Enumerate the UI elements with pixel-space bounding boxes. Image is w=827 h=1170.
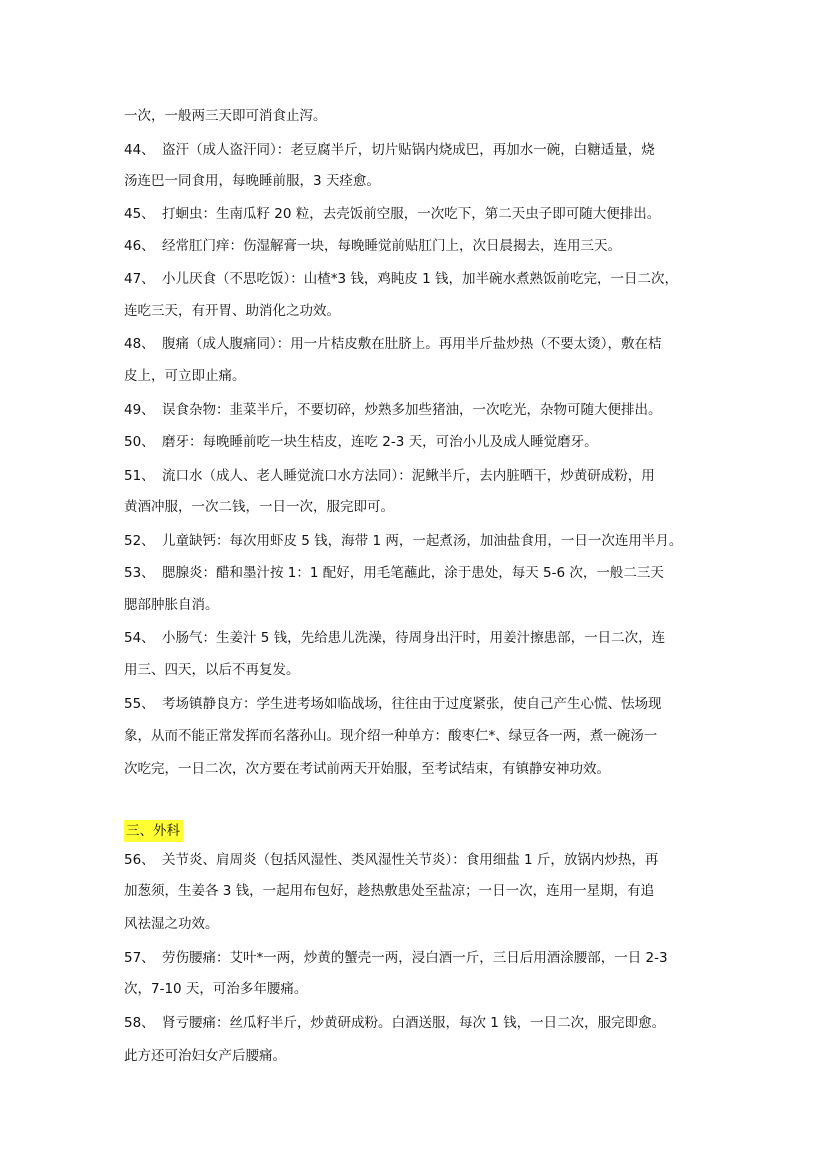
entry-text: 次吃完，一日二次，次方要在考试前两天开始服，至考试结束，有镇静安神功效。: [124, 761, 610, 777]
entry-text: 关节炎、肩周炎（包括风湿性、类风湿性关节炎）：食用细盐 1 斤，放锅内炒热，再: [162, 852, 659, 868]
remedy-continuation-line: [124, 366, 246, 386]
remedy-entry-line: [124, 269, 678, 289]
entry-number: 50、: [124, 434, 155, 450]
remedy-entry-line: [124, 140, 655, 160]
entry-text: 考场镇静良方：学生进考场如临战场，往往由于过度紧张，使自己产生心慌、怯场现: [162, 696, 662, 712]
entry-text: 小儿厌食（不思吃饭）：山楂*3 钱，鸡盹皮 1 钱，加半碗水煮熟饭前吃完，一日二次，: [162, 271, 679, 287]
entry-text: 肾亏腰痛：丝瓜籽半斤，炒黄研成粉。白酒送服，每次 1 钱，一日二次，服完即愈。: [162, 1015, 666, 1031]
remedy-entry-line: [124, 628, 665, 648]
entry-number: 54、: [124, 630, 155, 646]
entry-text: 磨牙：每晚睡前吃一块生桔皮，连吃 2-3 天，可治小儿及成人睡觉磨牙。: [162, 434, 598, 450]
entry-number: 48、: [124, 336, 155, 352]
remedy-entry-line: [124, 1013, 665, 1033]
remedy-continuation-line: [124, 881, 654, 901]
entry-number: 51、: [124, 468, 155, 484]
remedy-continuation-line: [124, 595, 219, 615]
entry-text: 皮上，可立即止痛。: [124, 368, 246, 384]
entry-text: 汤连巴一同食用，每晚睡前服，3 天痊愈。: [124, 173, 380, 189]
remedy-entry-line: [124, 204, 660, 224]
entry-text: 打蛔虫：生南瓜籽 20 粒，去壳饭前空服，一次吃下，第二天虫子即可随大便排出。: [162, 206, 661, 222]
remedy-entry-line: [124, 531, 682, 551]
entry-number: 58、: [124, 1015, 155, 1031]
entry-number: 52、: [124, 533, 155, 549]
entry-text: 误食杂物：韭菜半斤，不要切碎，炒熟多加些猪油，一次吃光，杂物可随大便排出。: [162, 402, 662, 418]
remedy-continuation-line: [124, 171, 380, 191]
entry-number: 57、: [124, 950, 155, 966]
entry-number: 46、: [124, 238, 155, 254]
remedy-entry-line: [124, 400, 662, 420]
entry-text: 流口水（成人、老人睡觉流口水方法同）：泥鳅半斤，去内脏晒干，炒黄研成粉，用: [162, 468, 655, 484]
entry-number: 49、: [124, 402, 155, 418]
remedy-continuation-line: [124, 106, 327, 126]
remedy-continuation-line: [124, 759, 610, 779]
entry-text: 黄酒冲服，一次二钱，一日一次，服完即可。: [124, 499, 394, 515]
remedy-continuation-line: [124, 979, 307, 999]
entry-text: 风祛湿之功效。: [124, 916, 219, 932]
remedy-entry-line: [124, 236, 621, 256]
entry-text: 此方还可治妇女产后腰痛。: [124, 1048, 286, 1064]
remedy-continuation-line: [124, 726, 657, 746]
entry-text: 次，7-10 天，可治多年腰痛。: [124, 981, 308, 997]
entry-number: 56、: [124, 852, 155, 868]
remedy-continuation-line: [124, 301, 340, 321]
entry-text: 加葱须，生姜各 3 钱，一起用布包好，趁热敷患处至盐凉；一日一次，连用一星期，有追: [124, 883, 655, 899]
entry-text: 腹痛（成人腹痛同）：用一片桔皮敷在肚脐上。再用半斤盐炒热（不要太烫），敷在桔: [162, 336, 662, 352]
remedy-entry-line: [124, 948, 668, 968]
remedy-continuation-line: [124, 660, 300, 680]
entry-number: 55、: [124, 696, 155, 712]
remedy-continuation-line: [124, 497, 394, 517]
remedy-entry-line: [124, 694, 662, 714]
remedy-entry-line: [124, 563, 664, 583]
entry-text: 象，从而不能正常发挥而名落孙山。现介绍一种单方：酸枣仁*、绿豆各一两，煮一碗汤一: [124, 728, 658, 744]
remedy-entry-line: [124, 850, 658, 870]
remedy-entry-line: [124, 334, 662, 354]
entry-text: 腮部肿胀自消。: [124, 597, 219, 613]
entry-text: 用三、四天，以后不再复发。: [124, 662, 300, 678]
entry-text: 一次，一般两三天即可消食止泻。: [124, 108, 327, 124]
remedy-entry-line: [124, 466, 655, 486]
remedy-entry-line: [124, 432, 598, 452]
remedy-continuation-line: [124, 1046, 286, 1066]
section-heading-surgery: 三、外科: [124, 820, 183, 842]
entry-number: 45、: [124, 206, 155, 222]
entry-text: 盗汗（成人盗汗同）：老豆腐半斤，切片贴锅内烧成巴，再加水一碗，白糖适量，烧: [162, 142, 655, 158]
entry-text: 小肠气：生姜汁 5 钱，先给患儿洗澡，待周身出汗时，用姜汁擦患部，一日二次，连: [162, 630, 666, 646]
remedy-continuation-line: [124, 914, 219, 934]
entry-text: 劳伤腰痛：艾叶*一两，炒黄的蟹壳一两，浸白酒一斤，三日后用酒涂腰部，一日 2-3: [162, 950, 668, 966]
entry-number: 53、: [124, 565, 155, 581]
entry-number: 44、: [124, 142, 155, 158]
entry-text: 连吃三天，有开胃、助消化之功效。: [124, 303, 340, 319]
entry-text: 儿童缺钙：每次用虾皮 5 钱，海带 1 两，一起煮汤，加油盐食用，一日一次连用半月。: [162, 533, 683, 549]
entry-text: 经常肛门痒：伤湿解膏一块，每晚睡觉前贴肛门上，次日晨揭去，连用三天。: [162, 238, 621, 254]
entry-number: 47、: [124, 271, 155, 287]
entry-text: 腮腺炎：醋和墨汁按 1：1 配好，用毛笔蘸此，涂于患处，每天 5-6 次，一般二三天: [162, 565, 664, 581]
